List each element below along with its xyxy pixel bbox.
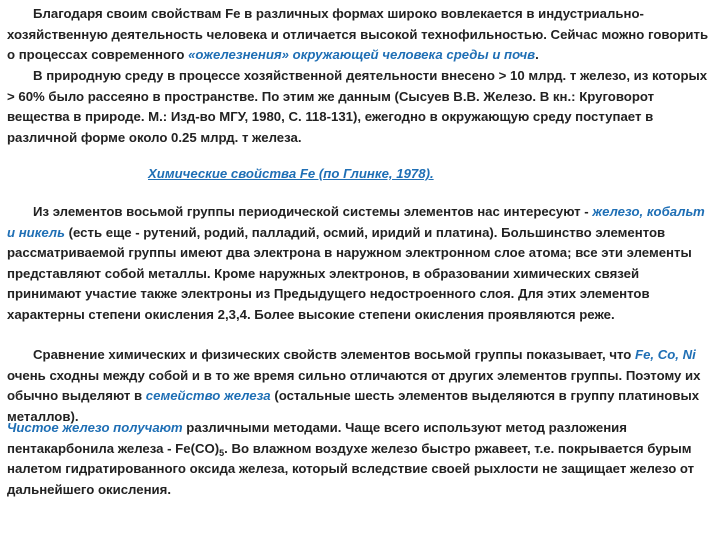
p3-text: Из элементов восьмой группы периодической системы элементов нас интересуют - — [33, 204, 593, 219]
p5-emphasis: Чистое железо получают — [7, 420, 183, 435]
paragraph-fe-emission: В природную среду в процессе хозяйственной деятельности внесено > 10 млрд. т железо, из которых > 60% было рассеяно в пространстве. По этим же данным (Сысуев В.В. Железо. В кн.: Круговорот вещества в природе. М.: Изд-во МГУ, 1980, С. 118-131), ежегодно в окружающую среду поступает в различной форме около 0.25 млрд. т железа. — [7, 68, 708, 145]
section-heading: Химические свойства Fe (по Глинке, 1978). — [148, 166, 434, 181]
paragraph-iron-family — [7, 345, 713, 427]
p1-emphasis: «ожелезнения» окружающей человека среды и почв — [188, 47, 536, 62]
p4-emphasis-family: семейство железа — [145, 388, 271, 403]
p3-emphasis: железо, кобальт и никель — [7, 204, 705, 240]
p1-text: Благодаря своим свойствам Fe в различных формах широко вовлекается в индустриально-хозяйственную деятельность человека и отличается высокой технофильностью. Сейчас можно говорить о процессах современного — [7, 6, 709, 62]
p1-end: . — [535, 47, 539, 62]
p4-middle: очень сходны между собой и в то же время сильно отличаются от других элементов группы. Поэтому их обычно выделяют в — [7, 367, 701, 403]
paragraph-fe-technophility — [7, 4, 713, 66]
p5-subscript: 5 — [219, 447, 225, 458]
p5-text: различными методами. Чаще всего используют метод разложения пентакарбонила железа - Fe(CO) — [7, 420, 627, 456]
p4-text: Сравнение химических и физических свойств элементов восьмой группы показывает, что — [33, 347, 636, 362]
p3-rest: (есть еще - рутений, родий, палладий, осмий, иридий и платина). Большинство элементов рассматриваемой группы имеют два электрона в наружном электронном слое атома; все эти элементы представляют собой металлы. Кроме наружных электронов, в образовании химических связей принимают участие также электроны из Предыдущего недостроенного слоя. Для этих элементов характерны степени окисления 2,3,4. Более высокие степени окисления проявляются реже. — [7, 224, 692, 322]
p4-end: (остальные шесть элементов выделяются в группу платиновых металлов). — [7, 388, 700, 424]
p4-emphasis-elements: Fe, Co, Ni — [635, 347, 696, 362]
p5-rest: . Во влажном воздухе железо быстро ржавеет, т.е. покрывается бурым налетом гидратированного оксида железа, который вследствие своей рыхлости не защищает железо от дальнейшего окисления. — [7, 440, 695, 497]
paragraph-pure-iron — [7, 418, 713, 500]
paragraph-group-eight — [7, 202, 713, 325]
